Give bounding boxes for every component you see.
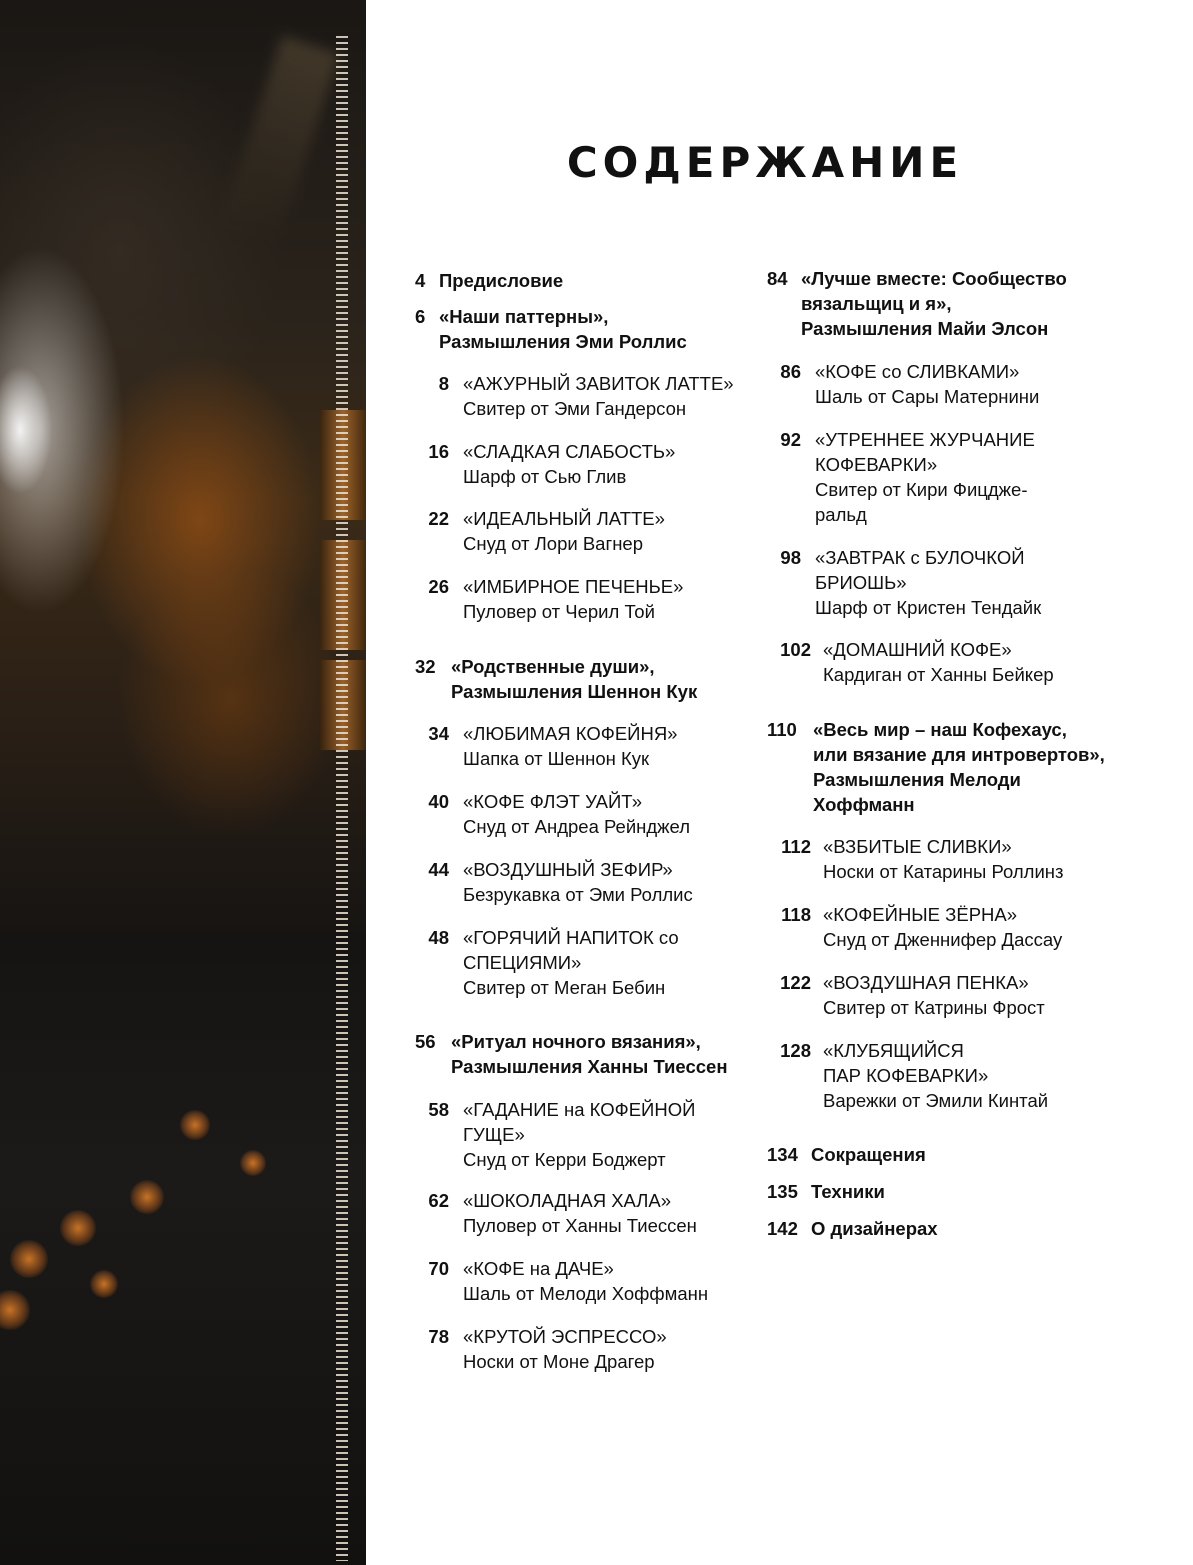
- entry-line: Сокращения: [811, 1144, 926, 1165]
- page-number: 34: [428, 723, 449, 744]
- entry-text: [451, 654, 697, 704]
- page-number: 26: [428, 576, 449, 597]
- entry-line: «ГОРЯЧИЙ НАПИТОК со: [463, 927, 679, 948]
- page-number: 118: [781, 904, 811, 925]
- entry-line: Свитер от Катрины Фрост: [823, 997, 1045, 1018]
- entry-text: [463, 1188, 697, 1238]
- bokeh-light: [10, 1240, 48, 1278]
- entry-line: «ЛЮБИМАЯ КОФЕЙНЯ»: [463, 723, 678, 744]
- page-number: 135: [767, 1181, 798, 1202]
- entry-text: [463, 439, 675, 489]
- entry-line: Шарф от Сью Глив: [463, 466, 627, 487]
- entry-text: [823, 1038, 1048, 1113]
- entry-line: «ИДЕАЛЬНЫЙ ЛАТТЕ»: [463, 508, 665, 529]
- entry-text: [463, 857, 693, 907]
- page-number: 40: [428, 791, 449, 812]
- entry-line: «ВОЗДУШНЫЙ ЗЕФИР»: [463, 859, 673, 880]
- entry-line: Техники: [811, 1181, 885, 1202]
- entry-line: Носки от Катарины Роллинз: [823, 861, 1064, 882]
- entry-text: [815, 359, 1039, 409]
- entry-text: [463, 1256, 708, 1306]
- page-number: 44: [428, 859, 449, 880]
- page-number: 142: [767, 1218, 798, 1239]
- entry-line: «ВЗБИТЫЕ СЛИВКИ»: [823, 836, 1012, 857]
- page-number: 102: [780, 639, 811, 660]
- binding-stripe: [336, 36, 348, 1561]
- page-number: 134: [767, 1144, 798, 1165]
- entry-line: О дизайнерах: [811, 1218, 938, 1239]
- entry-line: Размышления Мелоди: [813, 769, 1021, 790]
- entry-line: Пуловер от Черил Той: [463, 601, 655, 622]
- entry-line: Шаль от Мелоди Хоффманн: [463, 1283, 709, 1304]
- page-number: 58: [428, 1099, 449, 1120]
- page-title: СОДЕРЖАНИЕ: [566, 138, 964, 187]
- entry-text: [463, 1324, 667, 1374]
- entry-line: Снуд от Керри Боджерт: [463, 1149, 666, 1170]
- entry-text: [823, 637, 1054, 687]
- bokeh-light: [90, 1270, 118, 1298]
- entry-text: [463, 721, 677, 771]
- entry-line: Размышления Эми Роллис: [439, 331, 687, 352]
- entry-line: «ГАДАНИЕ на КОФЕЙНОЙ: [463, 1099, 696, 1120]
- bokeh-light: [180, 1110, 210, 1140]
- entry-line: ральд: [815, 504, 867, 525]
- entry-line: «КОФЕ ФЛЭТ УАЙТ»: [463, 791, 643, 812]
- entry-line: Пуловер от Ханны Тиессен: [463, 1215, 697, 1236]
- entry-line: «УТРЕННЕЕ ЖУРЧАНИЕ: [815, 429, 1035, 450]
- light-streak: [221, 36, 340, 245]
- page-number: 78: [428, 1326, 449, 1347]
- entry-line: «ВОЗДУШНАЯ ПЕНКА»: [823, 972, 1029, 993]
- bokeh-light: [0, 1290, 30, 1330]
- page-number: 56: [415, 1031, 436, 1052]
- entry-line: Свитер от Кири Фицдже-: [815, 479, 1028, 500]
- entry-text: [811, 1216, 938, 1241]
- entry-line: Свитер от Эми Гандерсон: [463, 398, 687, 419]
- entry-line: «КЛУБЯЩИЙСЯ: [823, 1040, 964, 1061]
- entry-text: [801, 266, 1067, 341]
- entry-line: Снуд от Лори Вагнер: [463, 533, 644, 554]
- page-number: 84: [767, 268, 788, 289]
- bokeh-light: [60, 1210, 96, 1246]
- entry-line: «Ритуал ночного вязания»,: [451, 1031, 701, 1052]
- entry-text: [463, 789, 690, 839]
- entry-line: ГУЩЕ»: [463, 1124, 525, 1145]
- page-number: 112: [781, 836, 811, 857]
- entry-text: [815, 427, 1035, 527]
- entry-text: [439, 304, 687, 354]
- entry-line: Шарф от Кристен Тендайк: [815, 597, 1042, 618]
- entry-text: [463, 574, 683, 624]
- entry-line: вязальщиц и я»,: [801, 293, 952, 314]
- entry-line: Шапка от Шеннон Кук: [463, 748, 650, 769]
- entry-line: «Лучше вместе: Сообщество: [801, 268, 1067, 289]
- entry-line: КОФЕВАРКИ»: [815, 454, 938, 475]
- entry-text: [823, 970, 1045, 1020]
- page-number: 122: [780, 972, 811, 993]
- entry-line: «Весь мир – наш Кофехаус,: [813, 719, 1067, 740]
- entry-line: Хоффманн: [813, 794, 915, 815]
- entry-text: [823, 902, 1062, 952]
- entry-text: [811, 1179, 885, 1204]
- entry-line: Размышления Шеннон Кук: [451, 681, 698, 702]
- entry-text: [463, 925, 679, 1000]
- entry-line: «КОФЕ со СЛИВКАМИ»: [815, 361, 1020, 382]
- entry-line: «АЖУРНЫЙ ЗАВИТОК ЛАТТЕ»: [463, 373, 734, 394]
- page-number: 6: [415, 306, 426, 327]
- page-number: 110: [767, 719, 797, 740]
- page-number: 8: [438, 373, 449, 394]
- entry-text: [463, 506, 665, 556]
- entry-line: «ДОМАШНИЙ КОФЕ»: [823, 639, 1012, 660]
- page-number: 98: [780, 547, 801, 568]
- entry-text: [439, 268, 563, 293]
- entry-line: «КРУТОЙ ЭСПРЕССО»: [463, 1326, 667, 1347]
- page-number: 128: [780, 1040, 811, 1061]
- entry-line: «СЛАДКАЯ СЛАБОСТЬ»: [463, 441, 676, 462]
- page-number: 92: [780, 429, 801, 450]
- entry-text: [823, 834, 1063, 884]
- page-number: 4: [415, 270, 426, 291]
- entry-text: [811, 1142, 926, 1167]
- page-number: 16: [428, 441, 449, 462]
- entry-text: [463, 371, 734, 421]
- entry-line: Размышления Ханны Тиессен: [451, 1056, 728, 1077]
- entry-text: [815, 545, 1041, 620]
- entry-text: [813, 717, 1105, 817]
- entry-line: Безрукавка от Эми Роллис: [463, 884, 693, 905]
- entry-line: Носки от Моне Драгер: [463, 1351, 655, 1372]
- page-number: 32: [415, 656, 436, 677]
- entry-line: «ШОКОЛАДНАЯ ХАЛА»: [463, 1190, 672, 1211]
- entry-line: Предисловие: [439, 270, 564, 291]
- entry-line: БРИОШЬ»: [815, 572, 907, 593]
- page-number: 48: [428, 927, 449, 948]
- entry-text: [463, 1097, 695, 1172]
- page-number: 86: [780, 361, 801, 382]
- cover-photo: [0, 0, 366, 1565]
- entry-line: ПАР КОФЕВАРКИ»: [823, 1065, 989, 1086]
- entry-line: Снуд от Андреа Рейнджел: [463, 816, 691, 837]
- entry-text: [451, 1029, 728, 1079]
- entry-line: Кардиган от Ханны Бейкер: [823, 664, 1054, 685]
- entry-line: или вязание для интровертов»,: [813, 744, 1105, 765]
- entry-line: «ЗАВТРАК с БУЛОЧКОЙ: [815, 547, 1025, 568]
- entry-line: Снуд от Дженнифер Дассау: [823, 929, 1063, 950]
- bokeh-light: [130, 1180, 164, 1214]
- page-number: 70: [428, 1258, 449, 1279]
- entry-line: «КОФЕ на ДАЧЕ»: [463, 1258, 614, 1279]
- entry-line: «ИМБИРНОЕ ПЕЧЕНЬЕ»: [463, 576, 684, 597]
- entry-line: «Родственные души»,: [451, 656, 655, 677]
- entry-line: Шаль от Сары Матернини: [815, 386, 1040, 407]
- entry-line: «КОФЕЙНЫЕ ЗЁРНА»: [823, 904, 1018, 925]
- page-number: 22: [428, 508, 449, 529]
- bokeh-light: [240, 1150, 266, 1176]
- page-number: 62: [428, 1190, 449, 1211]
- entry-line: СПЕЦИЯМИ»: [463, 952, 582, 973]
- entry-line: Свитер от Меган Бебин: [463, 977, 666, 998]
- entry-line: «Наши паттерны»,: [439, 306, 609, 327]
- entry-line: Размышления Майи Элсон: [801, 318, 1049, 339]
- entry-line: Варежки от Эмили Кинтай: [823, 1090, 1049, 1111]
